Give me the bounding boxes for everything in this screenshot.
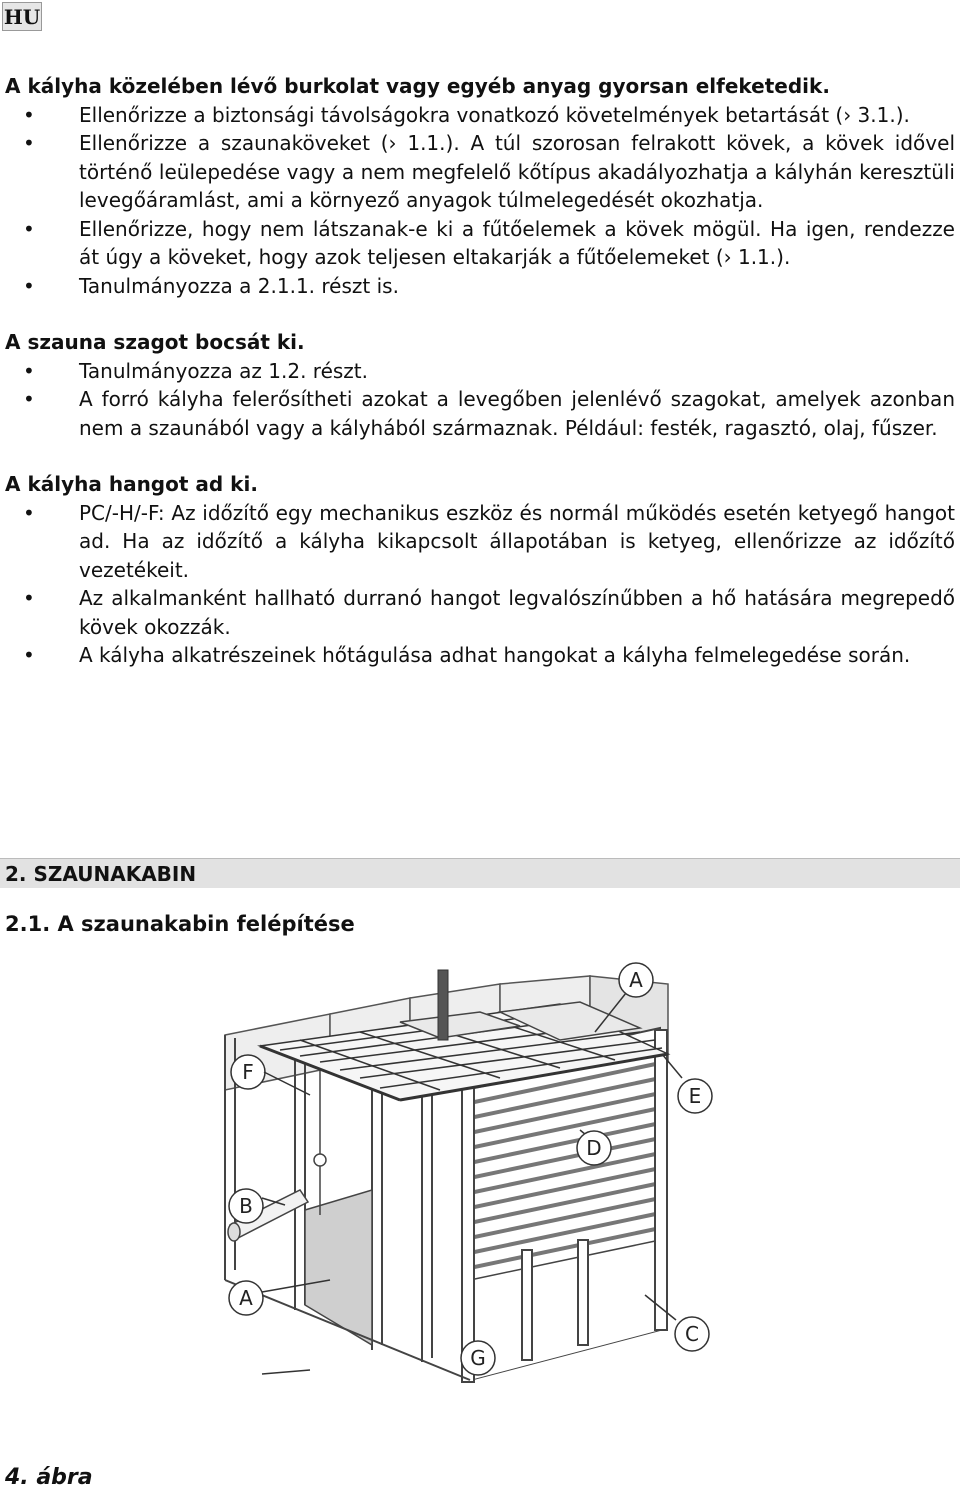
ceiling-post: [438, 970, 448, 1040]
chapter-title: 2. SZAUNAKABIN: [0, 858, 960, 888]
bullet-list: [5, 357, 955, 443]
list-item: • Az alkalmanként hallható durranó hangot legvalószínűbben a hő hatására megrepedő kövek okozzák.: [5, 584, 955, 641]
list-item: • Tanulmányozza az 1.2. részt.: [5, 357, 955, 386]
insulation-panel: [305, 1190, 372, 1345]
figure-label: A: [239, 1286, 253, 1310]
figure-label: E: [688, 1084, 702, 1108]
section-heading: A kályha hangot ad ki.: [5, 472, 258, 496]
troubleshooting-content: [5, 72, 955, 670]
bullet-list: [5, 101, 955, 301]
language-tag: HU: [2, 2, 42, 31]
sauna-cabin-illustration: [200, 950, 780, 1395]
figure-label: C: [685, 1322, 699, 1346]
figure-label: D: [586, 1136, 602, 1160]
figure-label: G: [470, 1346, 486, 1370]
figure-label: B: [239, 1194, 253, 1218]
section-sauna-smell: [5, 328, 955, 442]
section-stove-noise: [5, 470, 955, 670]
list-item: • Tanulmányozza a 2.1.1. részt is.: [5, 272, 955, 301]
section-stove-discoloration: [5, 72, 955, 300]
figure-label: F: [242, 1060, 254, 1084]
figure-caption: 4. ábra: [5, 1465, 93, 1490]
section-heading: A szauna szagot bocsát ki.: [5, 330, 305, 354]
figure-label: A: [629, 968, 643, 992]
list-item: • Ellenőrizze, hogy nem látszanak-e ki a fűtőelemek a kövek mögül. Ha igen, rendezze át úgy a köveket, hogy azok teljesen eltakarják a fűtőelemeket (› 1.1.).: [5, 215, 955, 272]
list-item: • PC/-H/-F: Az időzítő egy mechanikus eszköz és normál működés esetén ketyegő hangot ad. Ha az időzítő a kályha kikapcsolt állapotában is ketyeg, ellenőrizze az időzítő vezetékeit.: [5, 499, 955, 585]
list-item: • Ellenőrizze a biztonsági távolságokra vonatkozó követelmények betartását (› 3.1.).: [5, 101, 955, 130]
list-item: • A kályha alkatrészeinek hőtágulása adhat hangokat a kályha felmelegedése során.: [5, 641, 955, 670]
list-item: • A forró kályha felerősítheti azokat a levegőben jelenlévő szagokat, amelyek azonban nem a szaunából vagy a kályhából származnak. Például: festék, ragasztó, olaj, fűszer.: [5, 385, 955, 442]
bullet-list: [5, 499, 955, 670]
section-heading: A kályha közelében lévő burkolat vagy egyéb anyag gyorsan elfeketedik.: [5, 74, 830, 98]
list-item: • Ellenőrizze a szaunaköveket (› 1.1.). A túl szorosan felrakott kövek, a kövek idővel történő leülepedése vagy a nem megfelelő kőtípus akadályozhatja a kályhán keresztüli levegőáramlást, ami a környező anyagok túlmelegedését okozhatja.: [5, 129, 955, 215]
sauna-cabin-figure: [200, 950, 780, 1395]
subsection-title: 2.1. A szaunakabin felépítése: [5, 912, 355, 936]
